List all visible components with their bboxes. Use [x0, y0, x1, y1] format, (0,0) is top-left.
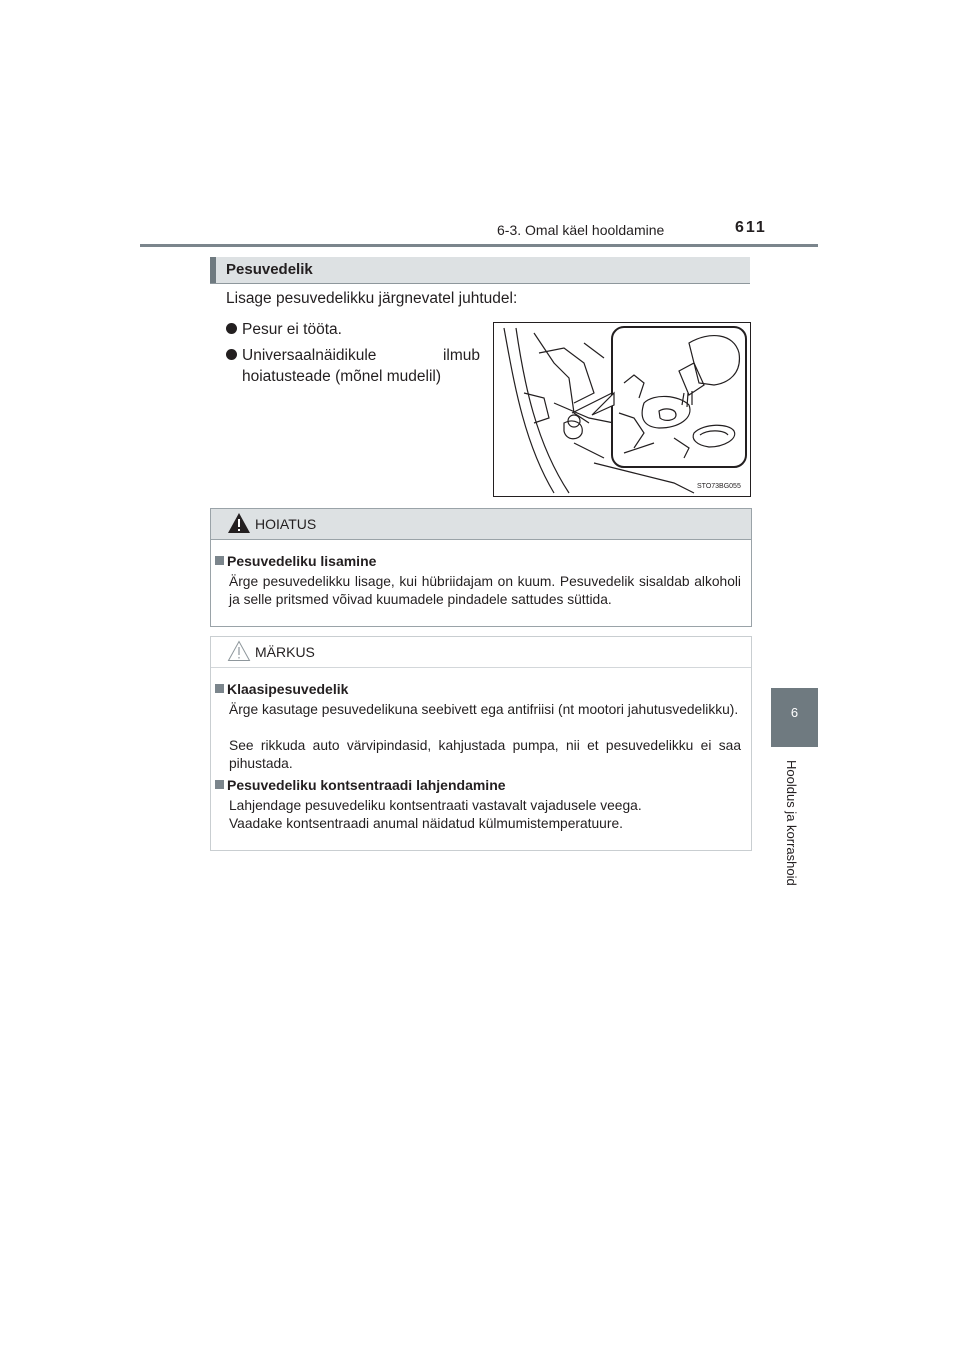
square-bullet-icon	[215, 684, 224, 693]
engine-bay-drawing	[494, 323, 750, 496]
notice-item-title	[215, 681, 348, 697]
notice-item-body: Vaadake kontsentraadi anumal näidatud külmumistemperatuure.	[229, 816, 623, 831]
section-heading	[210, 257, 750, 284]
section-title: Pesuvedelik	[226, 261, 313, 278]
warning-item-title-text: Pesuvedeliku lisamine	[227, 553, 377, 569]
header-section-title: 6-3. Omal käel hooldamine	[497, 222, 665, 238]
page-number: 611	[735, 219, 767, 236]
notice-item-body: Ärge kasutage pesuvedelikuna seebivett ega antifriisi (nt mootori jahutusvedelikku).	[229, 702, 739, 717]
warning-icon	[227, 512, 251, 534]
illustration-code: STO73BG055	[697, 483, 741, 490]
chapter-title-vertical	[779, 760, 805, 900]
warning-label: HOIATUS	[255, 516, 317, 532]
notice-header	[211, 637, 751, 668]
notice-item-body: Lahjendage pesuvedeliku kontsentraati vastavalt vajadusele veega.	[229, 798, 642, 813]
warning-item-title	[215, 553, 376, 569]
bullet-icon	[226, 323, 237, 334]
bullet-icon	[226, 349, 237, 360]
section-intro: Lisage pesuvedelikku järgnevatel juhtudel:	[226, 290, 518, 307]
warning-box	[210, 508, 752, 627]
notice-item-body: See rikkuda auto värvipindasid, kahjustada pumpa, nii et pesuvedelikku ei saa pihustada.	[229, 738, 741, 771]
notice-item-title-text: Klaasipesuvedelik	[227, 681, 349, 697]
notice-icon	[227, 640, 251, 662]
square-bullet-icon	[215, 780, 224, 789]
warning-header	[211, 509, 751, 540]
notice-item-title	[215, 777, 506, 793]
chapter-title: Hooldus ja korrashoid	[784, 760, 799, 886]
header-rule	[140, 244, 818, 247]
washer-fluid-illustration	[493, 322, 751, 497]
list-item-text: Pesur ei tööta.	[242, 321, 342, 338]
list-item-text-continued: hoiatusteade (mõnel mudelil)	[242, 368, 442, 385]
list-item	[226, 319, 486, 343]
notice-box	[210, 636, 752, 851]
square-bullet-icon	[215, 556, 224, 565]
warning-item-body: Ärge pesuvedelikku lisage, kui hübriidajam on kuum. Pesuvedelik sisaldab alkoholi ja selle pritsmed võivad kuumadele pindadele sattudes süttida.	[229, 574, 741, 607]
list-item-text: Universaalnäidikule ilmub	[242, 347, 480, 364]
chapter-number: 6	[790, 705, 799, 720]
notice-label: MÄRKUS	[255, 644, 315, 660]
list-item	[226, 345, 486, 393]
section-heading-bar	[210, 257, 216, 283]
notice-item-title-text: Pesuvedeliku kontsentraadi lahjendamine	[227, 777, 506, 793]
